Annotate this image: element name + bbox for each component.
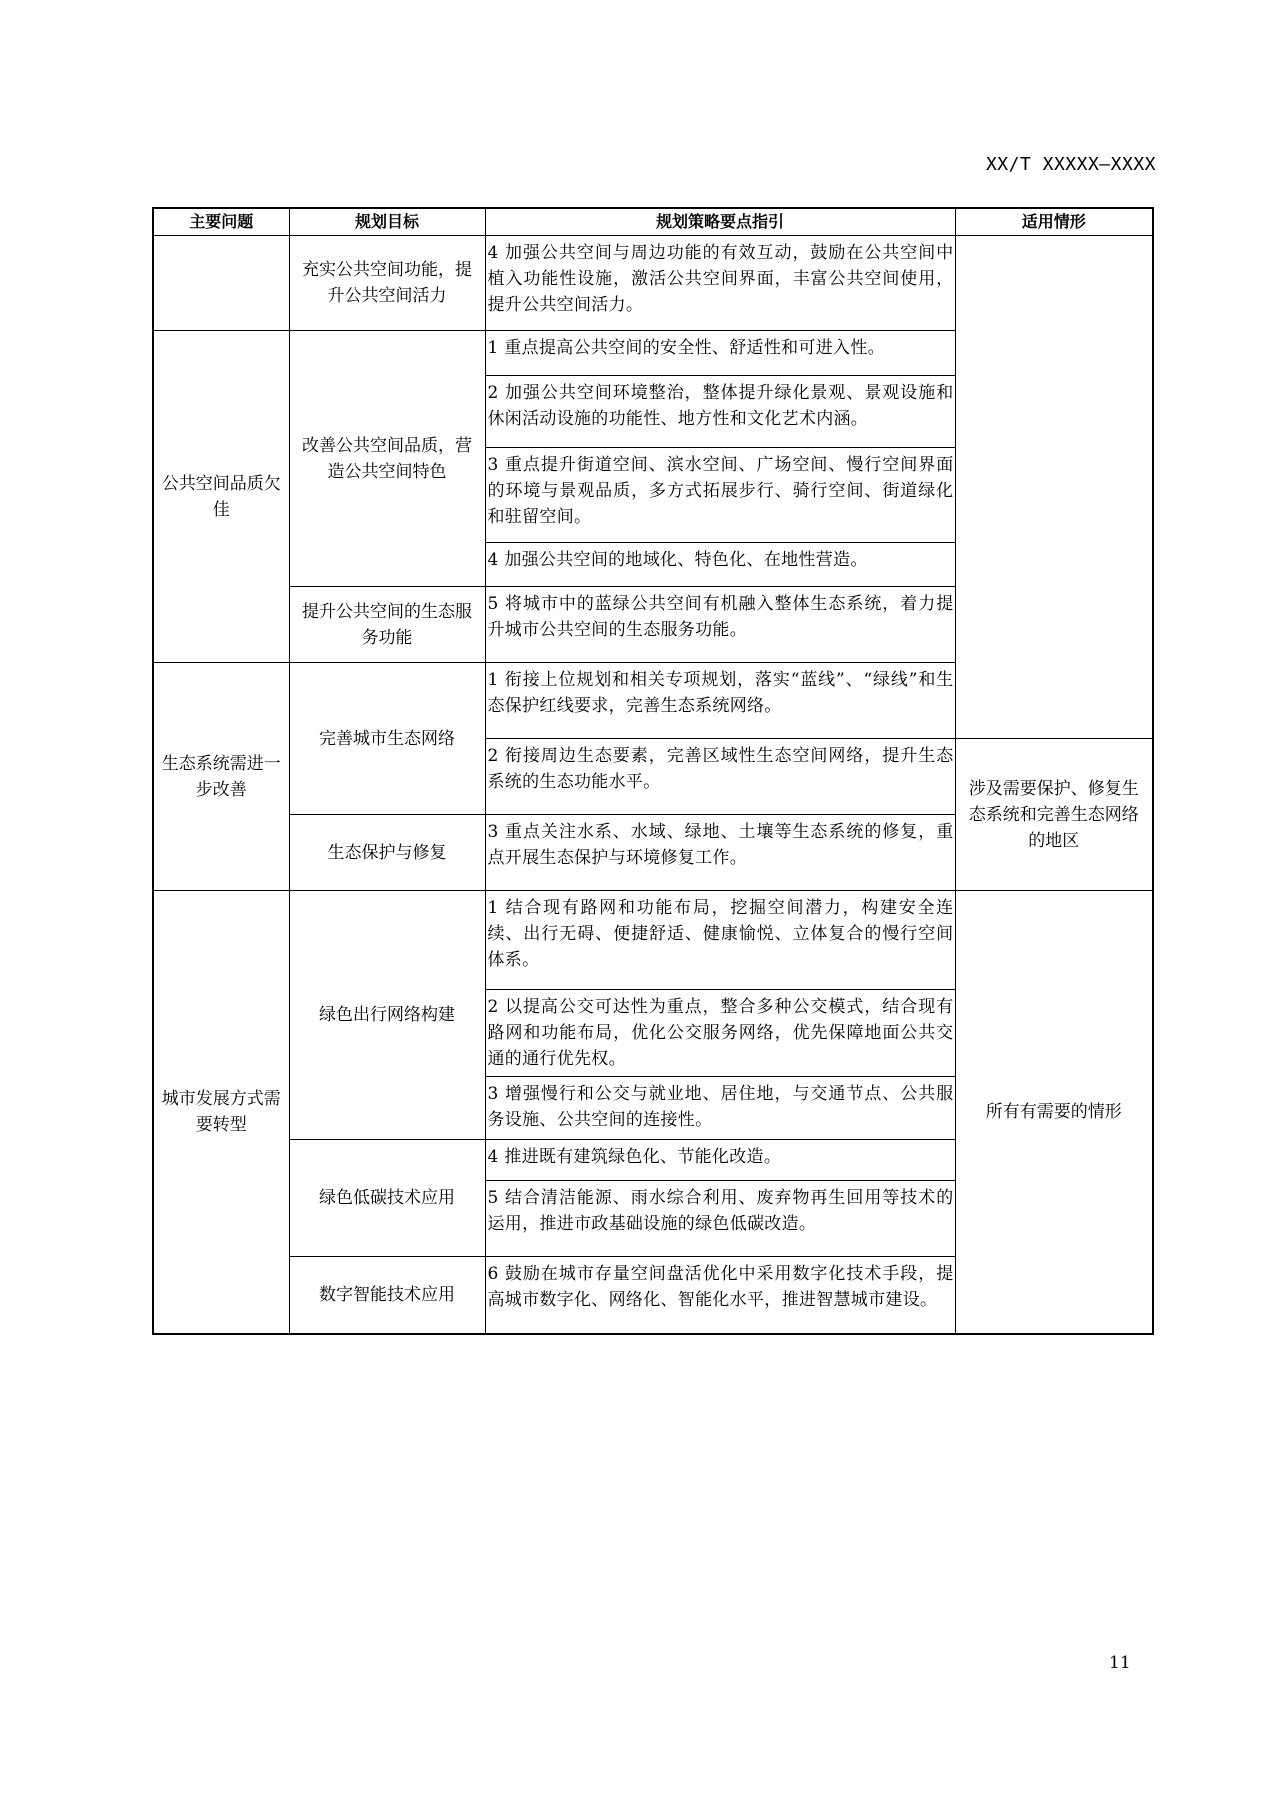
strategy-cell: 2 加强公共空间环境整治，整体提升绿化景观、景观设施和休闲活动设施的功能性、地方性和文化艺术内涵。 xyxy=(485,376,955,448)
strategy-cell: 4 推进既有建筑绿色化、节能化改造。 xyxy=(485,1140,955,1181)
goal-cell: 绿色出行网络构建 xyxy=(289,891,485,1140)
strategy-cell: 4 加强公共空间的地域化、特色化、在地性营造。 xyxy=(485,543,955,587)
strategy-cell: 1 结合现有路网和功能布局，挖掘空间潜力，构建安全连续、出行无碍、便捷舒适、健康愉悦、立体复合的慢行空间体系。 xyxy=(485,891,955,990)
problem-cell-empty xyxy=(153,236,289,331)
header-strategy-guide: 规划策略要点指引 xyxy=(485,208,955,236)
strategy-cell: 3 重点提升街道空间、滨水空间、广场空间、慢行空间界面的环境与景观品质，多方式拓展步行、骑行空间、街道绿化和驻留空间。 xyxy=(485,448,955,543)
goal-cell: 提升公共空间的生态服务功能 xyxy=(289,587,485,663)
header-planning-goal: 规划目标 xyxy=(289,208,485,236)
condition-cell-empty xyxy=(955,236,1153,739)
problem-cell: 城市发展方式需要转型 xyxy=(153,891,289,1334)
strategy-cell: 6 鼓励在城市存量空间盘活优化中采用数字化技术手段，提高城市数字化、网络化、智能化水平，推进智慧城市建设。 xyxy=(485,1257,955,1334)
strategy-cell: 5 将城市中的蓝绿公共空间有机融入整体生态系统，着力提升城市公共空间的生态服务功能。 xyxy=(485,587,955,663)
goal-cell: 绿色低碳技术应用 xyxy=(289,1140,485,1257)
strategy-cell: 2 衔接周边生态要素，完善区域性生态空间网络，提升生态系统的生态功能水平。 xyxy=(485,739,955,815)
condition-cell: 涉及需要保护、修复生态系统和完善生态网络的地区 xyxy=(955,739,1153,891)
table-row xyxy=(153,236,1153,331)
table-header-row xyxy=(153,208,1153,236)
page-number: 11 xyxy=(1109,1653,1131,1673)
strategy-cell: 4 加强公共空间与周边功能的有效互动，鼓励在公共空间中植入功能性设施，激活公共空间界面，丰富公共空间使用，提升公共空间活力。 xyxy=(485,236,955,331)
strategy-cell: 3 重点关注水系、水域、绿地、土壤等生态系统的修复，重点开展生态保护与环境修复工作。 xyxy=(485,815,955,891)
header-main-problem: 主要问题 xyxy=(153,208,289,236)
strategy-cell: 3 增强慢行和公交与就业地、居住地，与交通节点、公共服务设施、公共空间的连接性。 xyxy=(485,1077,955,1140)
goal-cell: 改善公共空间品质，营造公共空间特色 xyxy=(289,331,485,587)
table-row xyxy=(153,891,1153,990)
goal-cell: 生态保护与修复 xyxy=(289,815,485,891)
strategy-cell: 1 衔接上位规划和相关专项规划，落实“蓝线”、“绿线”和生态保护红线要求，完善生态系统网络。 xyxy=(485,663,955,739)
goal-cell: 数字智能技术应用 xyxy=(289,1257,485,1334)
goal-cell: 完善城市生态网络 xyxy=(289,663,485,815)
condition-cell: 所有有需要的情形 xyxy=(955,891,1153,1334)
problem-cell: 公共空间品质欠佳 xyxy=(153,331,289,663)
strategy-cell: 1 重点提高公共空间的安全性、舒适性和可进入性。 xyxy=(485,331,955,376)
standard-code: XX/T XXXXX—XXXX xyxy=(985,154,1156,175)
problem-cell: 生态系统需进一步改善 xyxy=(153,663,289,891)
goal-cell: 充实公共空间功能，提升公共空间活力 xyxy=(289,236,485,331)
planning-strategy-table xyxy=(152,207,1154,1335)
strategy-cell: 2 以提高公交可达性为重点，整合多种公交模式，结合现有路网和功能布局，优化公交服务网络，优先保障地面公共交通的通行优先权。 xyxy=(485,990,955,1077)
strategy-cell: 5 结合清洁能源、雨水综合利用、废弃物再生回用等技术的运用，推进市政基础设施的绿色低碳改造。 xyxy=(485,1181,955,1257)
header-applicable-condition: 适用情形 xyxy=(955,208,1153,236)
